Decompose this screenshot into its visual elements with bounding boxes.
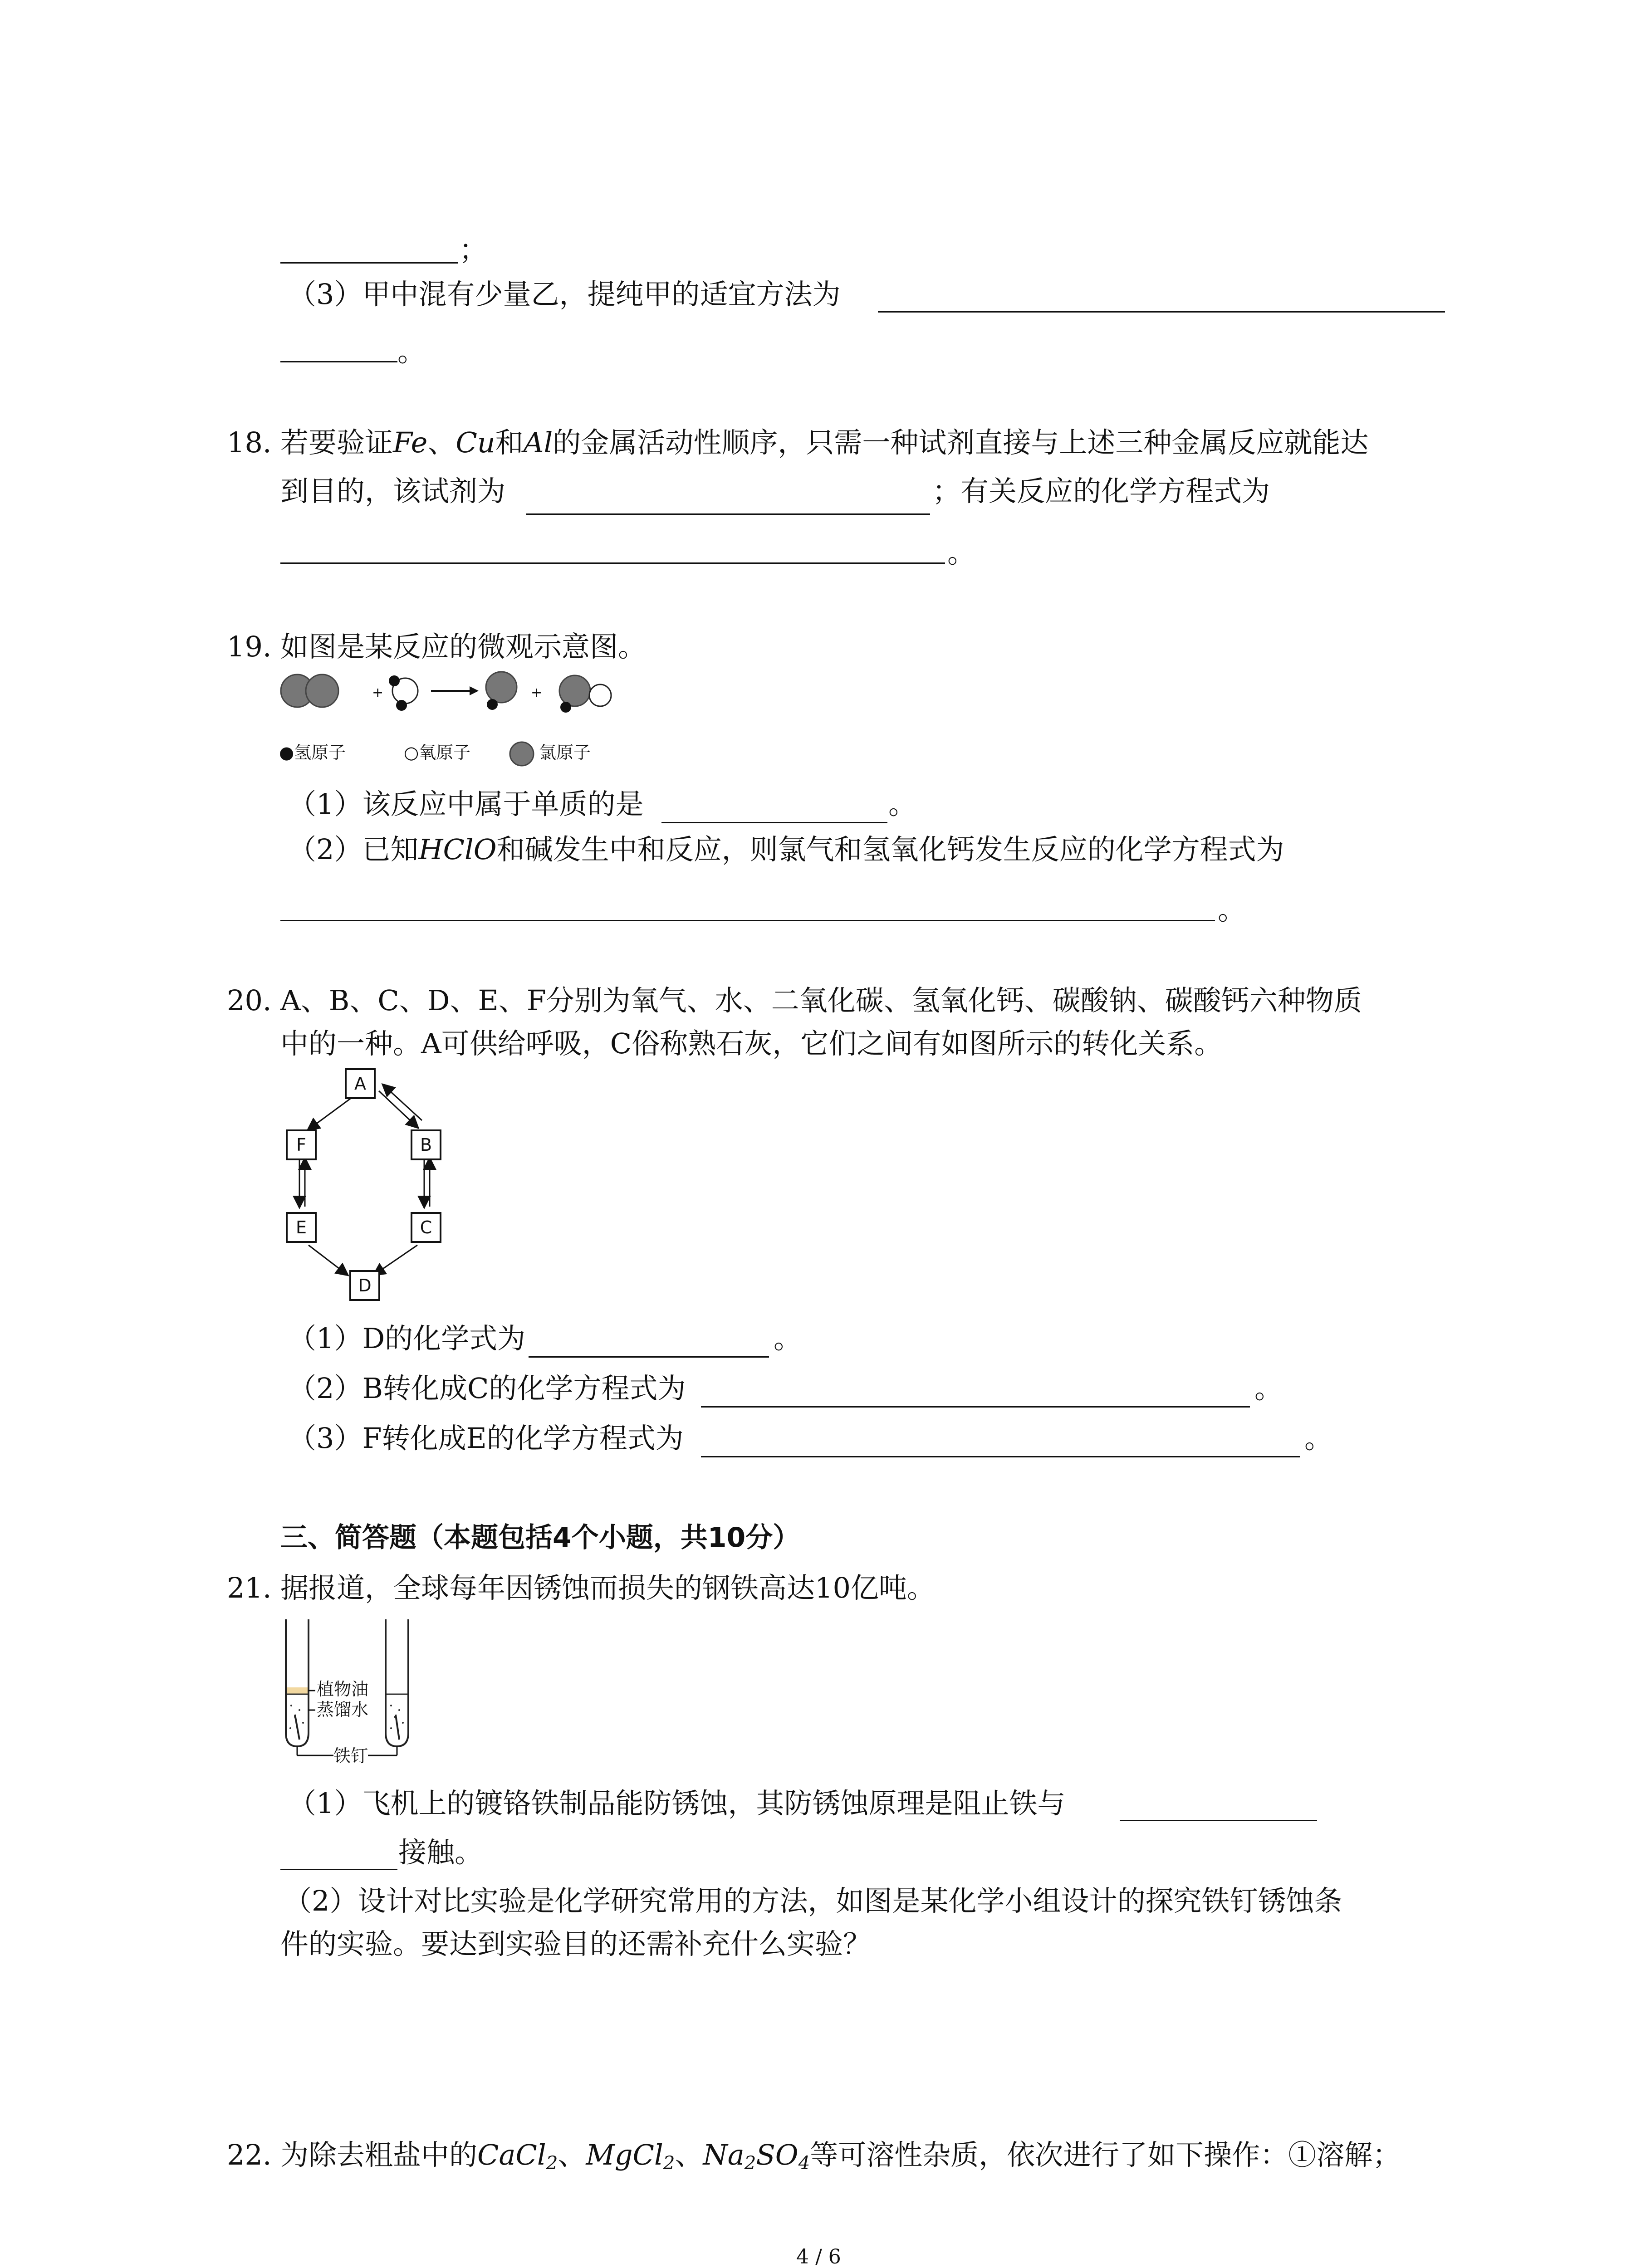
question-text: 件的实验。要达到实验目的还需补充什么实验？ — [280, 1927, 872, 1960]
question-text: 为除去粗盐中的CaCl$_2$、MgCl$_2$、$Na_2SO_4$等可溶性杂质，依次进行了如下操作：①溶解； — [280, 2138, 1401, 2174]
formula-al: Al — [523, 426, 553, 459]
punctuation: 。 — [1254, 1372, 1283, 1405]
question-part: （3）F转化成E的化学方程式为 — [288, 1422, 684, 1455]
legend-oxygen: ○氧原子 — [404, 743, 471, 763]
punctuation: ； — [459, 233, 488, 266]
node-c: C — [411, 1212, 441, 1243]
punctuation: 。 — [947, 536, 976, 569]
svg-text:+: + — [531, 685, 543, 701]
answer-blank[interactable] — [280, 920, 1215, 921]
formula-mgcl2: MgCl$_2$ — [586, 2138, 675, 2174]
question-text: ；有关反应的化学方程式为 — [932, 474, 1270, 508]
text-segment: （2）已知 — [288, 833, 419, 866]
text-segment: 、 — [427, 426, 456, 459]
formula-cu: Cu — [456, 426, 495, 459]
formula-hclo: HClO — [418, 833, 497, 866]
question-text: 中的一种。A可供给呼吸，C俗称熟石灰，它们之间有如图所示的转化关系。 — [280, 1027, 1223, 1060]
question-number: 19. — [227, 630, 272, 663]
question-text: 接触。 — [398, 1836, 483, 1869]
node-d: D — [349, 1270, 380, 1301]
chlorine-legend-icon — [508, 740, 535, 767]
answer-blank[interactable] — [526, 513, 930, 515]
question-part: （2）设计对比实验是化学研究常用的方法，如图是某化学小组设计的探究铁钉锈蚀条 — [284, 1884, 1342, 1917]
formula-cacl2: CaCl$_2$ — [477, 2138, 558, 2174]
formula-fe: Fe — [393, 426, 428, 459]
label-vegetable-oil: 植物油 — [317, 1679, 369, 1699]
answer-blank[interactable] — [529, 1356, 769, 1358]
punctuation: 。 — [888, 787, 917, 821]
text-segment: 的金属活动性顺序，只需一种试剂直接与上述三种金属反应就能达 — [553, 426, 1369, 459]
answer-blank[interactable] — [701, 1406, 1250, 1408]
question-part: （2）B转化成C的化学方程式为 — [288, 1372, 686, 1405]
legend-hydrogen: ●氢原子 — [279, 743, 346, 763]
answer-blank[interactable] — [280, 1869, 397, 1870]
page-number: 4 / 6 — [796, 2245, 841, 2268]
answer-blank[interactable] — [661, 822, 887, 823]
text-segment: 若要验证 — [280, 426, 393, 459]
question-text — [280, 426, 1369, 459]
question-text: 如图是某反应的微观示意图。 — [280, 630, 647, 663]
node-e: E — [286, 1212, 317, 1243]
legend-chlorine: 氯原子 — [539, 743, 591, 763]
node-a: A — [345, 1068, 376, 1099]
text-segment: 为除去粗盐中的 — [280, 2138, 478, 2171]
question-part — [288, 833, 1284, 866]
question-number: 22. — [227, 2138, 272, 2171]
answer-blank[interactable] — [280, 562, 945, 564]
label-distilled-water: 蒸馏水 — [317, 1700, 369, 1720]
answer-blank[interactable] — [280, 262, 458, 264]
answer-blank[interactable] — [878, 311, 1445, 313]
punctuation: 。 — [1218, 893, 1246, 926]
svg-text:+: + — [372, 685, 384, 701]
question-part: （3）甲中混有少量乙，提纯甲的适宜方法为 — [288, 278, 841, 311]
question-part: （1）飞机上的镀铬铁制品能防锈蚀，其防锈蚀原理是阻止铁与 — [288, 1787, 1066, 1820]
section-heading: 三、简答题（本题包括4个小题，共10分） — [280, 1522, 800, 1554]
question-part: （1）该反应中属于单质的是 — [288, 787, 644, 821]
node-f: F — [286, 1129, 317, 1160]
answer-blank[interactable] — [280, 361, 397, 362]
question-text: 到目的，该试剂为 — [280, 474, 506, 508]
answer-blank[interactable] — [701, 1456, 1300, 1457]
text-segment: 和 — [495, 426, 524, 459]
question-number: 18. — [227, 426, 272, 459]
label-iron-nail: 铁钉 — [333, 1746, 368, 1766]
question-part: （1）D的化学式为 — [288, 1322, 526, 1355]
text-segment: 等可溶性杂质，依次进行了如下操作：①溶解； — [810, 2138, 1401, 2171]
formula-na2so4: $Na_2SO_4$ — [703, 2138, 810, 2174]
question-number: 21. — [227, 1571, 272, 1604]
punctuation: 。 — [774, 1322, 802, 1355]
question-text: A、B、C、D、E、F分别为氧气、水、二氧化碳、氢氧化钙、碳酸钠、碳酸钙六种物质 — [280, 984, 1362, 1017]
text-segment: 和碱发生中和反应，则氯气和氢氧化钙发生反应的化学方程式为 — [496, 833, 1284, 866]
punctuation: 。 — [1304, 1422, 1333, 1455]
node-b: B — [411, 1129, 441, 1160]
question-number: 20. — [227, 984, 272, 1017]
question-text: 据报道，全球每年因锈蚀而损失的钢铁高达10亿吨。 — [280, 1571, 935, 1604]
answer-blank[interactable] — [1120, 1820, 1317, 1821]
punctuation: 。 — [397, 335, 426, 368]
